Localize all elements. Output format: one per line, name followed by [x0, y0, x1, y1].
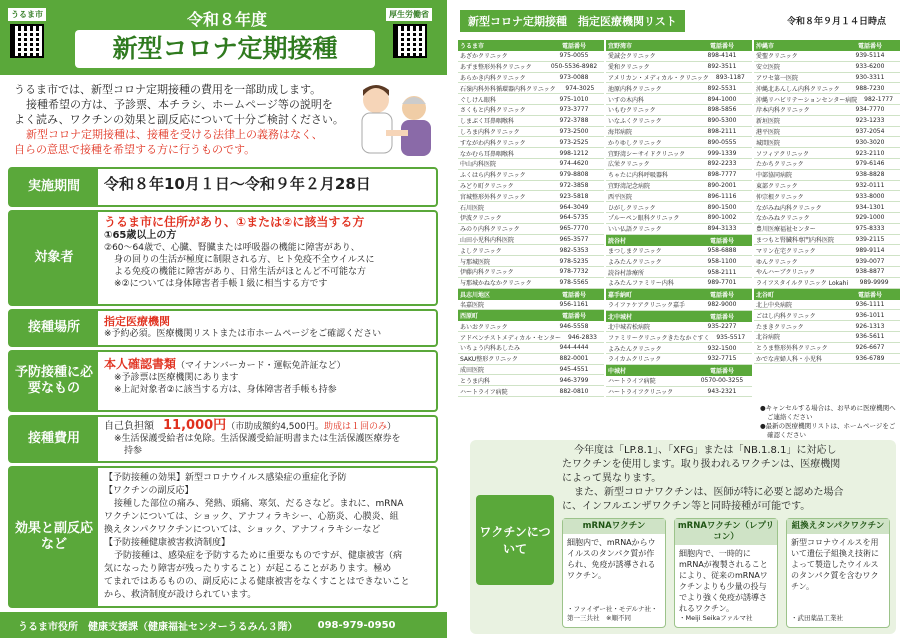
place-section: 接種場所 指定医療機関 ※予約必須。医療機関リストまたは市ホームページをご確認ください	[8, 309, 438, 347]
period-value: 令和８年10月１日～令和９年２月28日	[104, 175, 371, 193]
table-row: アメリカン・メディカル・クリニック 893-1187	[606, 73, 752, 84]
table-header: 宜野湾市 電話番号	[606, 40, 752, 51]
table-row: ライフスタイルクリニック Lokahi 989-9999	[754, 278, 900, 289]
table-row: さくもと内科クリニック 973-3777	[458, 105, 604, 116]
table-row: かでな産婦人科・小児科 936-6789	[754, 354, 900, 365]
table-row: マリン在宅クリニック 989-9114	[754, 245, 900, 256]
table-row: アワセ第一医院 930-3311	[754, 73, 900, 84]
table-row: しろま内科クリニック 973-2500	[458, 127, 604, 138]
table-row: ハートライフ病院 882-0810	[458, 386, 604, 397]
table-row: なかみねクリニック 929-1000	[754, 213, 900, 224]
notes: ●キャンセルする場合は、お早めに医療機関へ ご連絡ください ●最新の医療機関リストは、ホームページをご 確認ください	[760, 404, 896, 439]
table-row: 池原内科クリニック 892-5531	[606, 83, 752, 94]
clinic-table-3	[754, 40, 900, 364]
table-row: あらかき内科クリニック 973-0088	[458, 73, 604, 84]
table-row: ひがしクリニック 890-1500	[606, 202, 752, 213]
table-header: 中城村 電話番号	[606, 365, 752, 376]
table-row: よしクリニック 982-5353	[458, 245, 604, 256]
table-row: ライカムクリニック 932-7715	[606, 354, 752, 365]
table-row: ハートライフ病院 0570-00-3255	[606, 376, 752, 387]
table-row: アドベンチストメディカル・センター 946-2833	[458, 332, 604, 343]
table-row: すながわ内科クリニック 973-2525	[458, 137, 604, 148]
table-row: ゆんクリニック 939-0077	[754, 256, 900, 267]
table-row: 中部協同病院 938-8828	[754, 170, 900, 181]
table-row: ファミリークリニックきたなかぐすく 935-5517	[606, 332, 752, 343]
table-row: よみたんファミリー内科 989-7701	[606, 278, 752, 289]
qr-code-icon	[10, 24, 44, 58]
table-row: 宜野湾シーサイドクリニック 999-1339	[606, 148, 752, 159]
table-row: ライファケアクリニック嘉手 982-9000	[606, 300, 752, 311]
table-row: よみたんクリニック 932-1500	[606, 343, 752, 354]
table-row: 与那城かねなかクリニック 978-5565	[458, 278, 604, 289]
table-header: 読谷村 電話番号	[606, 235, 752, 246]
table-row: 山田小児科内科医院 965-3577	[458, 235, 604, 246]
table-row: やんハーブクリニック 938-8877	[754, 267, 900, 278]
period-section: 実施期間 令和８年10月１日～令和９年２月28日	[8, 167, 438, 207]
table-row: 東部クリニック 932-0111	[754, 181, 900, 192]
list-date: 令和８年９月１４日時点	[786, 17, 886, 27]
vaccine-card-replicon: mRNAワクチン（レプリコン） 細胞内で、一時的にmRNAが複製されることにより、従来のmRNAワクチンよりも少量の投与でより強く免疫が誘導されるワクチン。 ・Meiji Seikaファルマ社	[674, 518, 778, 628]
table-row: あざかクリニック 975-0055	[458, 51, 604, 62]
bring-section: 予防接種に必要なもの 本人確認書類（マイナンバーカード・運転免許証など） ※予診票は医療機関にあります ※上記対象者②に該当する方は、身体障害者手帳も持参	[8, 350, 438, 412]
table-row: 伊波クリニック 964-5735	[458, 213, 604, 224]
table-row: よみたんクリニック 958-1100	[606, 256, 752, 267]
table-row: ぐしけん眼科 975-1010	[458, 94, 604, 105]
table-row: かりゆしクリニック 890-0555	[606, 137, 752, 148]
list-title: 新型コロナ定期接種 指定医療機関リスト	[460, 10, 685, 32]
table-header: 北谷町 電話番号	[754, 289, 900, 300]
table-row: 読谷村診療所 958-2111	[606, 267, 752, 278]
table-row: まつしまクリニック 958-6888	[606, 246, 752, 257]
table-row: いちょう内科あしたみ 944-4444	[458, 343, 604, 354]
clinic-table-2	[606, 40, 752, 397]
table-row: なかむら耳鼻咽喉科 998-1212	[458, 148, 604, 159]
table-row: 北上中央病院 936-1111	[754, 300, 900, 311]
table-row: 石川医院 964-3049	[458, 202, 604, 213]
table-row: 愛聖クリニック 939-5114	[754, 51, 900, 62]
table-row: 安立医院 933-6200	[754, 62, 900, 73]
table-row: たまきクリニック 926-1313	[754, 321, 900, 332]
table-row: 岸本内科クリニック 934-7770	[754, 105, 900, 116]
table-row: 名嘉医院 956-1161	[458, 300, 604, 311]
table-row: 沖縄リハビリテーションセンター病院 982-1777	[754, 94, 900, 105]
table-row: 広栄クリニック 892-2233	[606, 159, 752, 170]
fee-amount: 11,000円	[163, 418, 227, 433]
target-section: 対象者 うるま市に住所があり、①または②に該当する方 ①65歳以上の方 ②60～64歳で、心臓、腎臓または呼吸器の機能に障害があり、 身の回りの生活が極度に制限される方、ヒト免疫不全ウイルスに よる免疫の機能に障害があり、日常生活がほとんど不可能な方 ※②については身体障害者手帳１級に相当する方です	[8, 210, 438, 306]
table-row: 伊藤内科クリニック 978-7732	[458, 267, 604, 278]
left-page	[0, 0, 447, 638]
table-header: うるま市 電話番号	[458, 40, 604, 51]
table-row: いすの木内科 894-1000	[606, 94, 752, 105]
table-row: ながみね内科クリニック 934-1301	[754, 202, 900, 213]
table-row: 中山内科医院 974-4620	[458, 159, 604, 170]
table-row: しまぶく耳鼻咽喉科 972-3788	[458, 116, 604, 127]
table-row: 城間医院 930-3020	[754, 137, 900, 148]
table-header: 具志川地区 電話番号	[458, 289, 604, 300]
table-row: 石嶺内科外科循環器内科クリニック 974-3025	[458, 83, 604, 94]
vaccine-card-protein: 組換えタンパクワクチン 新型コロナウイルスを用いて遺伝子組換え技術によって製造したウイルスのタンパク質を含むワクチン。 ・武田薬品工業社	[786, 518, 890, 628]
table-row: 仲宗根クリニック 933-8000	[754, 191, 900, 202]
table-row: 港平医院 937-2054	[754, 127, 900, 138]
effects-section: 効果と副反応など 【予防接種の効果】新型コロナウイルス感染症の重症化予防 【ワクチンの副反応】 接種した部位の痛み、発熱、頭痛、寒気、だるさなど。まれに、mRNA ワクチンについては、ショック、アナフィラキシー、心筋炎、心膜炎、組 換えタンパクワクチンについては、ショック、アナフィラキシーなど 【予防接種健康被害救済制度】 予防接種は、感染症を予防するために重要なものですが、健康被害（病 気になったり障害が残ったりすること）が起こることがあります。極め てまれではあるものの、副反応による健康被害をなくすことはできないこと から、救済制度が設けられています。	[8, 466, 438, 608]
footer: うるま市役所 健康支援課（健康福祉センターうるみん３階） 098-979-0950	[0, 612, 447, 638]
vaccine-section: ワクチンについて 今年度は「LP.8.1」、「XFG」または「NB.1.8.1」に対応し たワクチンを使用します。取り扱われるワクチンは、医療機関 によって異なります。 また、新型コロナワクチンは、医師が特に必要と認めた場合 に、インフルエンザワクチン等と同時接種が可能です。 mRNAワクチン 細胞内で、mRNAからウイルスのタンパク質が作られ、免疫が誘導されるワクチン。 ・ファイザー社・モデルナ社・第一三共社 ※順不同 mRNAワクチン（レプリコン） 細胞内で、一時的にmRNAが複製されることにより、従来のmRNAワクチンよりも少量の投与でより強く免疫が誘導されるワクチン。 ・Meiji Seikaファルマ社 組換えタンパクワクチン 新型コロナウイルスを用いて遺伝子組換え技術によって製造したウイルスのタンパク質を含むワクチン。 ・武田薬品工業社	[470, 440, 896, 634]
table-header: 西原町 電話番号	[458, 310, 604, 321]
table-row: 宮城整形外科クリニック 923-5818	[458, 191, 604, 202]
fee-section: 接種費用 自己負担額 11,000円（市助成額約4,500円。助成は１回のみ） ※生活保護受給者は免除。生活保護受給証明書または生活保護医療券を 持参	[8, 415, 438, 463]
nurse-illustration	[346, 78, 442, 162]
table-row: ソフィアクリニック 923-2110	[754, 148, 900, 159]
table-row: SAKU整形クリニック 882-0001	[458, 354, 604, 365]
table-row: 新垣医院 923-1233	[754, 116, 900, 127]
table-row: 成田医院 945-4551	[458, 365, 604, 376]
table-row: みどり町クリニック 972-3858	[458, 181, 604, 192]
vaccine-card-mrna: mRNAワクチン 細胞内で、mRNAからウイルスのタンパク質が作られ、免疫が誘導されるワクチン。 ・ファイザー社・モデルナ社・第一三共社 ※順不同	[562, 518, 666, 628]
table-row: まつもと腎臓科専門内科医院 939-2115	[754, 235, 900, 246]
table-row: いい仏語クリニック 894-3133	[606, 224, 752, 235]
table-header: 沖縄市 電話番号	[754, 40, 900, 51]
table-row: とうま内科 946-3799	[458, 375, 604, 386]
table-row: 与那城医院 978-5235	[458, 256, 604, 267]
fiscal-year: 令和８年度	[186, 10, 267, 29]
table-row: 北谷病院 936-5611	[754, 332, 900, 343]
table-row: たかちクリニック 979-6146	[754, 159, 900, 170]
table-row: ちゃたに内科呼吸器科 898-7777	[606, 170, 752, 181]
table-row: 北中城若松病院 935-2277	[606, 322, 752, 333]
table-row: あいおクリニック 946-5558	[458, 321, 604, 332]
table-row: いなふくクリニック 890-5300	[606, 116, 752, 127]
title-banner	[0, 0, 447, 75]
phone-number: 098-979-0950	[317, 619, 396, 631]
table-row: 沖縄北あんしん内科クリニック 988-7230	[754, 83, 900, 94]
table-header: 北中城村 電話番号	[606, 311, 752, 322]
table-row: 豊川医療福祉センター 975-8333	[754, 224, 900, 235]
city-tag: うるま市	[8, 8, 46, 21]
page-title: 新型コロナ定期接種	[75, 30, 375, 68]
mhlw-tag: 厚生労働省	[386, 8, 432, 21]
table-row: プルーペン眼科クリニック 890-1002	[606, 213, 752, 224]
table-row: 海邦病院 898-2111	[606, 127, 752, 138]
table-row: とうま整形外科クリニック 926-6677	[754, 343, 900, 354]
table-row: ハートライフクリニック 943-2321	[606, 387, 752, 398]
table-row: ごはし内科クリニック 936-1011	[754, 310, 900, 321]
table-row: 宜野湾記念病院 890-2001	[606, 181, 752, 192]
table-row: 西平医院 896-1116	[606, 191, 752, 202]
table-row: みのり内科クリニック 965-7770	[458, 224, 604, 235]
table-row: ふくはら内科クリニック 979-8808	[458, 170, 604, 181]
table-row: 愛和クリニック 892-3511	[606, 62, 752, 73]
table-row: あずま整形外科クリニック 050-5536-8982	[458, 62, 604, 73]
table-row: いもむクリニック 898-5856	[606, 105, 752, 116]
table-header: 嘉手納町 電話番号	[606, 289, 752, 300]
clinic-table-1	[458, 40, 604, 397]
table-row: 愛誠会クリニック 898-4141	[606, 51, 752, 62]
qr-code-icon	[393, 24, 427, 58]
intro-text: うるま市では、新型コロナ定期接種の費用を一部助成します。 接種希望の方は、予診票、本チラシ、ホームページ等の説明を よく読み、ワクチンの効果と副反応について十分ご検討ください。 新型コロナ定期接種は、接種を受ける法律上の義務はなく、 自らの意思で接種を希望する方に行うものです。	[14, 83, 344, 156]
